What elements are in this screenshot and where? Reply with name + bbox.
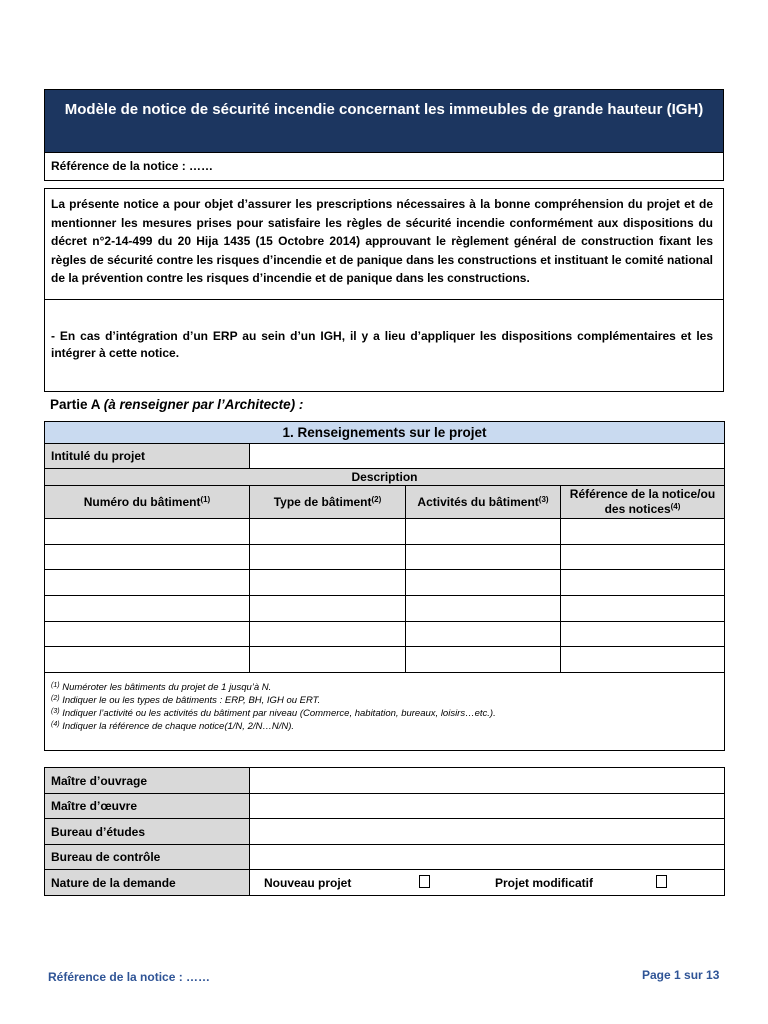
nature-demande-options [250, 870, 725, 896]
table-cell[interactable] [45, 596, 250, 622]
table-cell[interactable] [561, 596, 725, 622]
column-header-reference: Référence de la notice/ou des notices$^{(4)}$ [561, 486, 725, 519]
bureau-controle-input[interactable] [250, 845, 725, 870]
intro-paragraph-purpose: La présente notice a pour objet d’assurer les prescriptions nécessaires à la bonne compréhension du projet et de mentionner les mesures prises pour satisfaire les règles de sécurité incendie conformément aux dispositions du décret n°2-14-499 du 20 Hija 1435 (15 Octobre 2014) approuvant le règlement général de construction fixant les règles de sécurité contre les risques d’incendie et de panique dans les constructions et instituant le comité national de la prévention contre les risques d’incendie et de panique dans les constructions. [45, 189, 723, 300]
maitre-oeuvre-label: Maître d’œuvre [45, 794, 250, 819]
footer-reference: Référence de la notice : …… [48, 970, 211, 984]
notice-reference: Référence de la notice : …… [45, 152, 723, 182]
projet-modificatif-checkbox[interactable] [656, 875, 667, 888]
intitule-input[interactable] [250, 444, 725, 469]
table-row [45, 596, 725, 622]
footnote: $^{(1)}$ Numéroter les bâtiments du projet de 1 jusqu’à N. [51, 682, 272, 693]
table-cell[interactable] [250, 647, 406, 673]
table-cell[interactable] [406, 596, 561, 622]
footnote: $^{(4)}$ Indiquer la référence de chaque notice(1/N, 2/N…N/N). [51, 721, 295, 732]
maitre-ouvrage-label: Maître d’ouvrage [45, 768, 250, 794]
table-footnotes [45, 673, 725, 751]
nature-demande-label: Nature de la demande [45, 870, 250, 896]
table-row [45, 519, 725, 545]
table-cell[interactable] [250, 519, 406, 545]
maitre-ouvrage-input[interactable] [250, 768, 725, 794]
projet-modificatif-label: Projet modificatif [495, 875, 594, 890]
table-cell[interactable] [45, 570, 250, 596]
partie-a-label: Partie A [50, 397, 104, 412]
table-cell[interactable] [406, 622, 561, 647]
table-cell[interactable] [250, 545, 406, 570]
project-parties-table [44, 767, 725, 896]
table-row [45, 570, 725, 596]
document-title: Modèle de notice de sécurité incendie concernant les immeubles de grande hauteur (IGH) [45, 90, 723, 152]
table-cell[interactable] [250, 596, 406, 622]
table-cell[interactable] [561, 545, 725, 570]
table-cell[interactable] [406, 647, 561, 673]
document-header [44, 89, 724, 181]
table-cell[interactable] [250, 570, 406, 596]
table-cell[interactable] [561, 647, 725, 673]
table-cell[interactable] [406, 570, 561, 596]
table-cell[interactable] [561, 570, 725, 596]
table-row [45, 545, 725, 570]
column-header-activites: Activités du bâtiment$^{(3)}$ [406, 486, 561, 519]
page-number: Page 1 sur 13 [642, 968, 720, 982]
description-header: Description [45, 469, 725, 486]
bureau-etudes-label: Bureau d’études [45, 819, 250, 845]
intitule-label: Intitulé du projet [45, 444, 250, 469]
section-title: 1. Renseignements sur le projet [45, 422, 725, 444]
table-cell[interactable] [45, 545, 250, 570]
table-cell[interactable] [561, 519, 725, 545]
footnote: $^{(3)}$ Indiquer l’activité ou les activités du bâtiment par niveau (Commerce, habitation, bureaux, loisirs…etc.). [51, 708, 496, 719]
nouveau-projet-label: Nouveau projet [264, 875, 352, 890]
partie-a-note: (à renseigner par l’Architecte) : [103, 397, 304, 412]
table-row [45, 622, 725, 647]
table-cell[interactable] [406, 545, 561, 570]
intro-section [44, 188, 724, 392]
intro-paragraph-erp: - En cas d’intégration d’un ERP au sein d’un IGH, il y a lieu d’appliquer les dispositions complémentaires et les intégrer à cette notice. [51, 329, 713, 360]
bureau-etudes-input[interactable] [250, 819, 725, 845]
table-row [45, 647, 725, 673]
column-header-type: Type de bâtiment$^{(2)}$ [250, 486, 406, 519]
project-info-table [44, 421, 725, 751]
table-cell[interactable] [45, 647, 250, 673]
table-cell[interactable] [250, 622, 406, 647]
partie-a-heading [50, 397, 303, 412]
table-cell[interactable] [45, 622, 250, 647]
table-cell[interactable] [45, 519, 250, 545]
table-cell[interactable] [561, 622, 725, 647]
bureau-controle-label: Bureau de contrôle [45, 845, 250, 870]
footnote: $^{(2)}$ Indiquer le ou les types de bâtiments : ERP, BH, IGH ou ERT. [51, 695, 321, 706]
column-header-numero: Numéro du bâtiment$^{(1)}$ [45, 486, 250, 519]
table-cell[interactable] [406, 519, 561, 545]
maitre-oeuvre-input[interactable] [250, 794, 725, 819]
nouveau-projet-checkbox[interactable] [419, 875, 430, 888]
